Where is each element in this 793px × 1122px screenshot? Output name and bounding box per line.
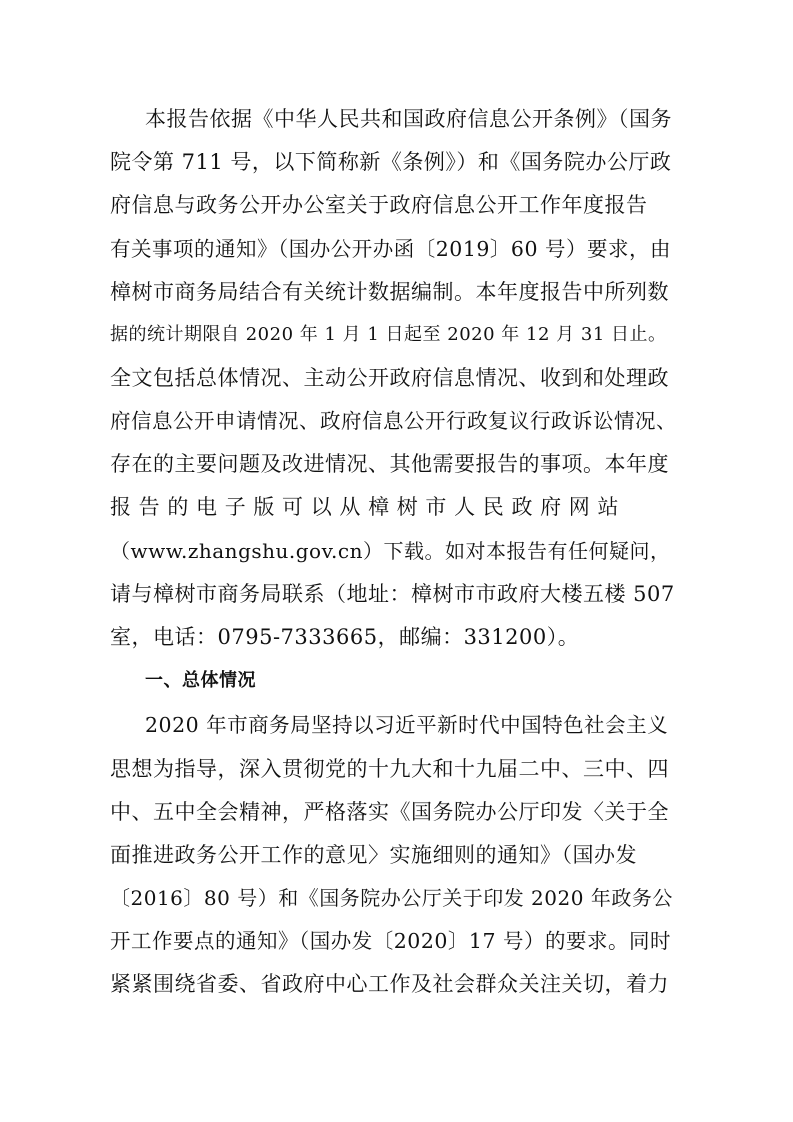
intro-line-12: 请与樟树市商务局联系（地址：樟树市市政府大楼五楼 507 bbox=[110, 582, 675, 606]
intro-line-5: 樟树市商务局结合有关统计数据编制。本年度报告中所列数 bbox=[110, 280, 669, 304]
intro-line-13: 室，电话：0795-7333665，邮编：331200）。 bbox=[110, 625, 580, 649]
intro-line-3: 府信息与政务公开办公室关于政府信息公开工作年度报告 bbox=[110, 193, 648, 217]
intro-line-11: （www.zhangshu.gov.cn）下载。如对本报告有任何疑问， bbox=[110, 539, 671, 563]
section1-line-6: 开工作要点的通知》（国办发〔2020〕17 号）的要求。同时 bbox=[110, 929, 672, 953]
intro-line-7: 全文包括总体情况、主动公开政府信息情况、收到和处理政 bbox=[110, 366, 669, 390]
intro-line-1: 本报告依据《中华人民共和国政府信息公开条例》（国务 bbox=[145, 107, 672, 131]
section1-line-4: 面推进政务公开工作的意见〉实施细则的通知》（国办发 bbox=[110, 843, 637, 867]
section1-line-2: 思想为指导，深入贯彻党的十九大和十九届二中、三中、四 bbox=[110, 757, 669, 781]
section1-line-3: 中、五中全会精神，严格落实《国务院办公厅印发〈关于全 bbox=[110, 800, 669, 824]
intro-line-2: 院令第 711 号，以下简称新《条例》）和《国务院办公厅政 bbox=[110, 150, 672, 174]
section1-line-5: 〔2016〕80 号）和《国务院办公厅关于印发 2020 年政务公 bbox=[110, 886, 673, 910]
intro-line-9: 存在的主要问题及改进情况、其他需要报告的事项。本年度 bbox=[110, 452, 669, 476]
section-heading-overview: 一、总体情况 bbox=[145, 670, 256, 691]
section1-line-7: 紧紧围绕省委、省政府中心工作及社会群众关注关切，着力 bbox=[110, 972, 669, 996]
intro-line-10: 报 告 的 电 子 版 可 以 从 樟 树 市 人 民 政 府 网 站 bbox=[110, 495, 619, 519]
intro-line-4: 有关事项的通知》（国办公开办函〔2019〕60 号）要求，由 bbox=[110, 237, 672, 261]
intro-line-8: 府信息公开申请情况、政府信息公开行政复议行政诉讼情况、 bbox=[110, 409, 677, 433]
intro-line-6: 据的统计期限自 2020 年 1 月 1 日起至 2020 年 12 月 31 日止。 bbox=[110, 324, 667, 345]
section1-line-1: 2020 年市商务局坚持以习近平新时代中国特色社会主义 bbox=[145, 713, 669, 737]
